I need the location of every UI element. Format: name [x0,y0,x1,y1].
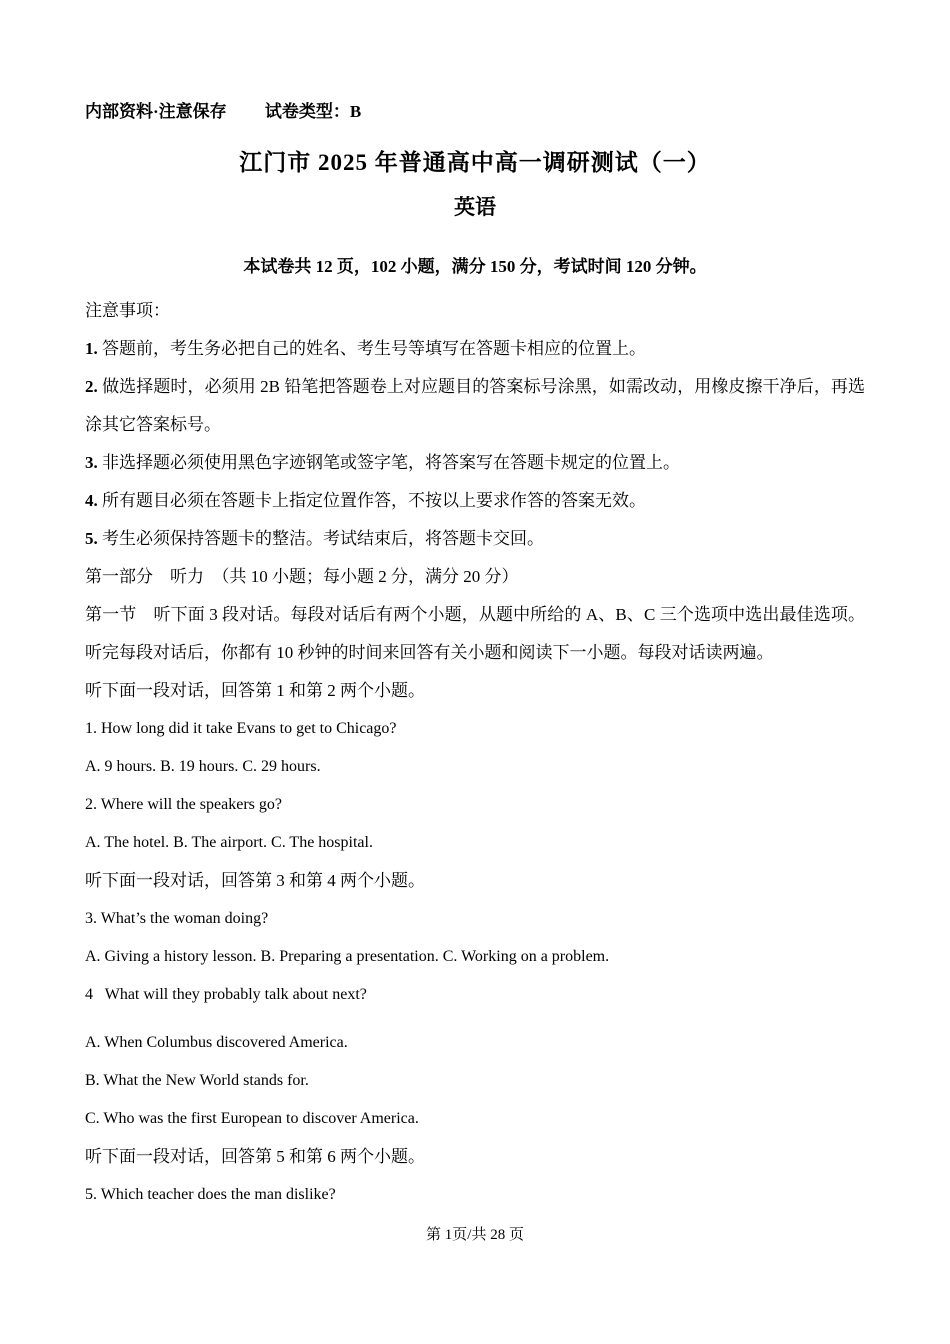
paragraph [85,1176,865,1214]
paragraph [85,292,865,330]
paragraph-text: 第一节 听下面 3 段对话。每段对话后有两个小题，从题中所给的 A、B、C 三个选项中选出最佳选项。听完每段对话后，你都有 10 秒钟的时间来回答有关小题和阅读下一小题。每段对话读两遍。 [85,605,865,662]
subject-title: 英语 [454,195,496,219]
exam-info-line: 本试卷共 12 页，102 小题，满分 150 分，考试时间 120 分钟。 [243,257,707,276]
paragraph-number: 1. [85,339,102,358]
paragraph [85,596,865,672]
paragraph-text: 1. How long did it take Evans to get to Chicago? [85,720,397,737]
paragraph [85,482,865,520]
paragraph [85,1138,865,1176]
page-footer: 第 1页/共 28 页 [426,1227,524,1243]
paragraph [85,862,865,900]
paragraph-text: A. When Columbus discovered America. [85,1034,348,1051]
paragraph [85,558,865,596]
paragraph-number: 2. [85,377,103,396]
paragraph [85,672,865,710]
paragraph-text: 5. Which teacher does the man dislike? [85,1186,336,1203]
paragraph-number: 3. [85,453,102,472]
paragraph-text: B. What the New World stands for. [85,1072,309,1089]
paragraph-text: A. The hotel. B. The airport. C. The hospital. [85,834,373,851]
paragraph-text: 听下面一段对话，回答第 1 和第 2 两个小题。 [85,681,425,700]
paragraph-text: C. Who was the first European to discover America. [85,1110,419,1127]
page-title: 江门市 2025 年普通高中高一调研测试（一） [239,150,711,175]
paragraph-number: 5. [85,529,102,548]
paragraph-text: 4 What will they probably talk about next? [85,986,367,1003]
paragraph [85,748,865,786]
paragraph-number: 4. [85,491,102,510]
paragraph-text: A. 9 hours. B. 19 hours. C. 29 hours. [85,758,321,775]
paragraph-text: 所有题目必须在答题卡上指定位置作答，不按以上要求作答的答案无效。 [102,491,646,510]
paragraph-text: 做选择题时，必须用 2B 铅笔把答题卷上对应题目的答案标号涂黑，如需改动，用橡皮擦干净后，再选涂其它答案标号。 [85,377,866,434]
paragraph [85,710,865,748]
document-body [85,292,865,1214]
paragraph [85,786,865,824]
paragraph-text: 3. What’s the woman doing? [85,910,269,927]
paragraph-text: 考生必须保持答题卡的整洁。考试结束后，将答题卡交回。 [102,529,544,548]
document-header [85,100,865,124]
paragraph [85,824,865,862]
paragraph-text: 非选择题必须使用黑色字迹钢笔或签字笔，将答案写在答题卡规定的位置上。 [102,453,680,472]
paragraph [85,900,865,938]
paragraph [85,330,865,368]
paragraph [85,1100,865,1138]
paragraph [85,938,865,976]
paragraph-text: 第一部分 听力 （共 10 小题；每小题 2 分，满分 20 分） [85,567,519,586]
paragraph [85,1024,865,1062]
paragraph [85,520,865,558]
paragraph [85,976,865,1014]
paragraph-text: 注意事项： [85,301,170,320]
paragraph [85,444,865,482]
paragraph [85,1062,865,1100]
paragraph-text: 2. Where will the speakers go? [85,796,282,813]
paragraph-text: A. Giving a history lesson. B. Preparing a presentation. C. Working on a problem. [85,948,610,965]
paragraph-text: 听下面一段对话，回答第 5 和第 6 两个小题。 [85,1147,425,1166]
confidential-label: 内部资料·注意保存 [85,102,227,121]
paper-type-label: 试卷类型：B [264,102,362,121]
paragraph-text: 答题前，考生务必把自己的姓名、考生号等填写在答题卡相应的位置上。 [102,339,646,358]
paragraph [85,368,865,444]
paragraph-text: 听下面一段对话，回答第 3 和第 4 两个小题。 [85,871,425,890]
